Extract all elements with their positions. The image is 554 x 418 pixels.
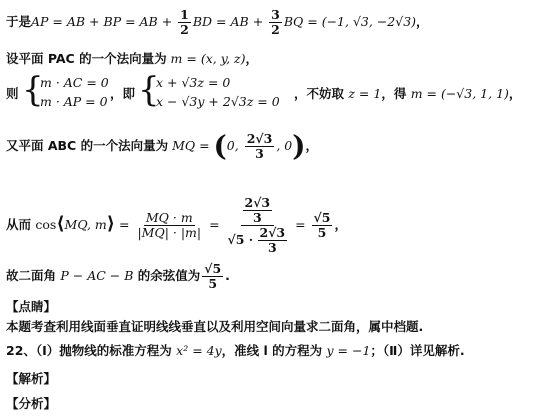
fraction-one-half: $\frac{1}{2}$ — [180, 7, 189, 37]
system-2-row-1: x + √3z = 0 — [156, 75, 231, 90]
line-1-vector-ap: 于是AP = AB + BP = AB + $\frac{1}{2}$ BD = AB + $\frac{3}{2}$ BQ = (−1, √3, −2√3)， — [6, 7, 429, 37]
summary-text: 本题考查利用线面垂直证明线线垂直以及利用空间向量求二面角，属中档题. — [6, 319, 424, 334]
line-4-prefix: 又平面 ABC 的一个法向量为 — [6, 138, 169, 153]
line-5-cosine: 从而 cos⟨MQ, m⟩ = $\frac{MQ \cdot m}{|MQ| \cdot |m|}$ = $\frac{2√3}{3}$ √5 · $\frac{2√3}{3}$ = $\frac{√5}{5}$ ， — [6, 195, 347, 255]
line-3-mid: ，即 — [110, 86, 136, 101]
fraction-2-root3-over-3: $\frac{2√3}{3}$ — [246, 131, 273, 161]
line-2-expr: m = (x, y, z) — [166, 51, 246, 66]
line-1-expr-a: AP = AB + BP = AB + — [31, 14, 177, 29]
system-1-row-1: m · AC = 0 — [40, 75, 109, 90]
brace-left-2: { — [138, 70, 160, 110]
line-3-prefix: 则 — [6, 86, 19, 101]
brace-left-1: { — [22, 70, 44, 110]
line-4-normal-abc: 又平面 ABC 的一个法向量为 MQ = (0, $\frac{2√3}{3}$ , 0)， — [6, 129, 318, 163]
fraction-answer: $\frac{√5}{5}$ — [204, 261, 222, 291]
heading-jiexi: 【解析】 — [6, 371, 57, 386]
system-1-row-2: m · AP = 0 — [40, 94, 108, 109]
fraction-dot-over-norms: $\frac{MQ \cdot m}{|MQ| \cdot |m|}$ — [137, 210, 202, 240]
heading-fenxi: 【分析】 — [6, 396, 57, 411]
system-2-row-2: x − √3y + 2√3z = 0 — [156, 94, 280, 109]
line-1-expr-b: BD = AB + — [192, 14, 268, 29]
line-2-normal-pac: 设平面 PAC 的一个法向量为 m = (x, y, z)， — [6, 51, 259, 66]
question-22: 22、（Ⅰ）抛物线的标准方程为 x² = 4y，准线 l 的方程为 y = −1；（Ⅱ）详见解析. — [6, 343, 465, 358]
line-1-prefix: 于是 — [6, 14, 32, 29]
line-1-expr-c: BQ = (−1, √3, −2√3) — [283, 14, 417, 29]
fraction-root5-over-5: $\frac{√5}{5}$ — [313, 210, 331, 240]
line-3-tail: ，不妨取 z = 1，得 m = (−√3, 1, 1)， — [294, 86, 522, 101]
fraction-compound: $\frac{2√3}{3}$ √5 · $\frac{2√3}{3}$ — [227, 195, 286, 255]
line-6-conclusion: 故二面角 P − AC − B 的余弦值为 $\frac{√5}{5}$ . — [6, 261, 230, 291]
heading-dianjing: 【点睛】 — [6, 299, 57, 314]
fraction-three-halves: $\frac{3}{2}$ — [271, 7, 280, 37]
line-2-prefix: 设平面 PAC 的一个法向量为 — [6, 51, 167, 66]
